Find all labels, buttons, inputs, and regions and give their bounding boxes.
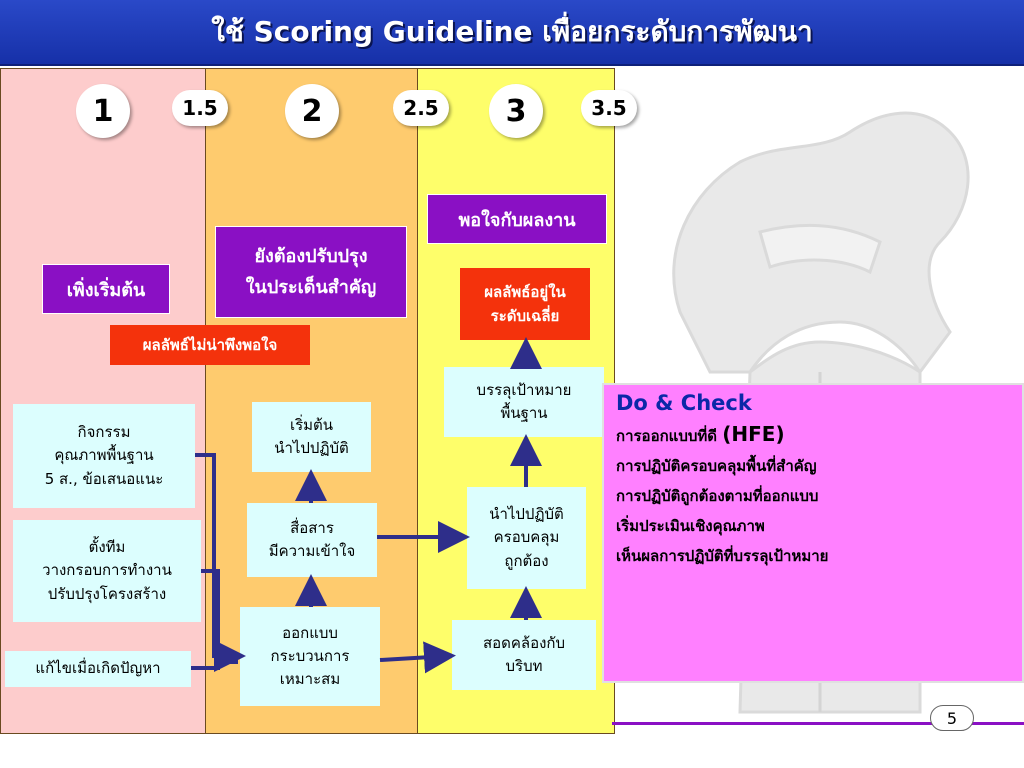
hfe-text: (HFE) (722, 422, 785, 446)
box-line: เริ่มต้น (289, 415, 334, 434)
level-2-marker: 2 (285, 84, 339, 138)
box-line: พื้นฐาน (500, 404, 548, 422)
box-basic-quality-activities (13, 404, 195, 508)
do-check-line-text: การออกแบบที่ดี (616, 427, 723, 445)
box-line: บริบท (505, 657, 543, 675)
box-line: กิจกรรม (77, 423, 131, 442)
box-fix-problems (5, 651, 191, 687)
level-1-5-marker: 1.5 (172, 90, 228, 126)
box-line: นำไปปฏิบัติ (489, 505, 564, 524)
level-3-marker: 3 (489, 84, 543, 138)
box-line: เหมาะสม (279, 670, 341, 689)
box-implement-coverage (467, 487, 586, 589)
box-start-implement (252, 402, 371, 472)
label-just-started (42, 264, 170, 314)
label-satisfied-text: พอใจกับผลงาน (458, 209, 576, 231)
label-result-unsatisfied-text: ผลลัพธ์ไม่น่าพึงพอใจ (142, 336, 278, 354)
do-check-line: การปฏิบัติครอบคลุมพื้นที่สำคัญ (616, 457, 817, 475)
level-1-marker: 1 (76, 84, 130, 138)
label-still-improve-line: ยังต้องปรับปรุง (254, 245, 368, 267)
box-line: สื่อสาร (290, 518, 334, 537)
box-line: ปรับปรุงโครงสร้าง (47, 584, 167, 603)
level-3-5-marker: 3.5 (581, 90, 637, 126)
box-line: มีความเข้าใจ (268, 542, 356, 560)
box-line: ออกแบบ (282, 623, 338, 642)
label-result-average-line: ระดับเฉลี่ย (490, 307, 560, 325)
label-result-average-line: ผลลัพธ์อยู่ใน (484, 283, 566, 301)
box-line: ถูกต้อง (504, 551, 549, 570)
do-check-title: Do & Check (616, 391, 752, 415)
box-line: กระบวนการ (270, 646, 350, 665)
box-line: คุณภาพพื้นฐาน (54, 446, 154, 465)
level-2-5-marker: 2.5 (393, 90, 449, 126)
slide-title: ใช้ Scoring Guideline เพื่อยกระดับการพัฒนา (211, 15, 813, 48)
label-result-unsatisfied (110, 325, 310, 365)
box-line: บรรลุเป้าหมาย (476, 380, 572, 399)
do-check-line (616, 419, 1010, 451)
label-satisfied (427, 194, 607, 244)
do-check-panel (602, 383, 1024, 683)
box-context-aligned (452, 620, 596, 690)
label-still-improve (215, 226, 407, 318)
box-set-team (13, 520, 201, 622)
box-basic-target (444, 367, 604, 437)
label-still-improve-line: ในประเด็นสำคัญ (245, 277, 377, 298)
title-bar (0, 0, 1024, 66)
do-check-line: เห็นผลการปฏิบัติที่บรรลุเป้าหมาย (616, 547, 829, 565)
box-line: 5 ส., ข้อเสนอแนะ (44, 469, 164, 488)
level-1-column (0, 68, 206, 734)
page-number-badge: 5 (930, 705, 974, 731)
do-check-line: เริ่มประเมินเชิงคุณภาพ (616, 517, 765, 535)
box-line: แก้ไขเมื่อเกิดปัญหา (35, 659, 161, 678)
do-check-line: การปฏิบัติถูกต้องตามที่ออกแบบ (616, 487, 819, 505)
box-line: นำไปปฏิบัติ (274, 439, 349, 457)
box-design-process (240, 607, 380, 706)
label-result-average (460, 268, 590, 340)
box-line: ตั้งทีม (88, 538, 126, 557)
box-line: สอดคล้องกับ (482, 633, 566, 652)
box-line: วางกรอบการทำงาน (42, 561, 172, 580)
box-line: ครอบคลุม (493, 528, 560, 547)
box-communicate (247, 503, 377, 577)
label-just-started-text: เพิ่งเริ่มต้น (66, 279, 146, 301)
